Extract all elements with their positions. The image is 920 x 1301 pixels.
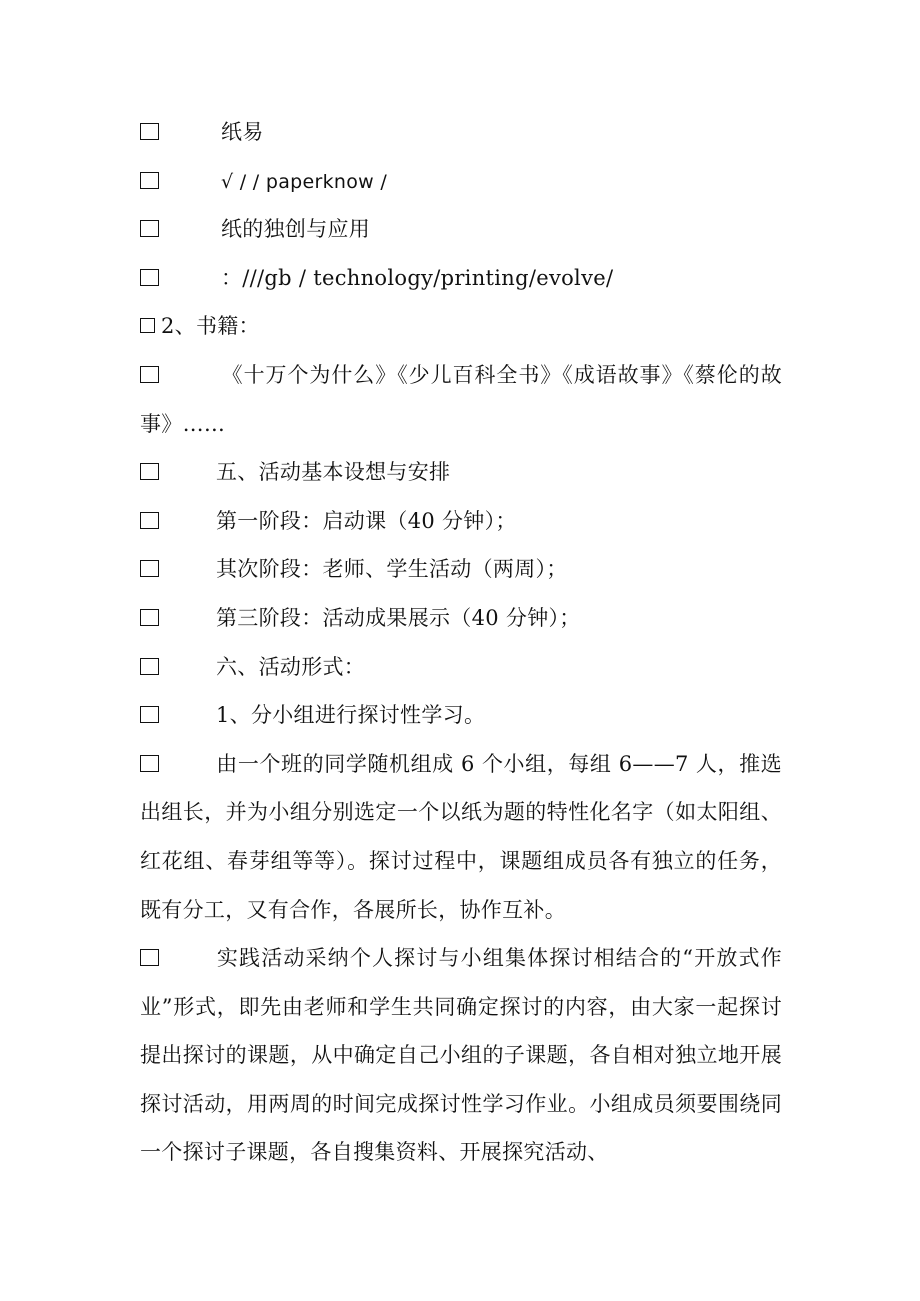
line-text: 《十万个为什么》《少儿百科全书》《成语故事》《蔡伦的故事》……: [140, 362, 782, 436]
checkbox-icon: [140, 755, 159, 772]
list-item: [140, 302, 782, 351]
line-text: 第一阶段：启动课（40 分钟）；: [216, 508, 517, 533]
section-heading: [140, 448, 782, 497]
list-item: [140, 497, 782, 546]
list-item: [140, 205, 782, 254]
line-text: 由一个班的同学随机组成 6 个小组，每组 6——7 人，推选出组长，并为小组分别选定一个以纸为题的特性化名字（如太阳组、红花组、春芽组等等）。探讨过程中，课题组成员各有独立的任务，既有分工，又有合作，各展所长，协作互补。: [140, 751, 782, 922]
line-text: √ / / paperknow /: [221, 170, 388, 193]
checkbox-icon: [140, 560, 159, 577]
line-text: 纸的独创与应用: [221, 217, 371, 242]
checkbox-icon: [140, 609, 159, 626]
list-item: [140, 351, 782, 448]
paragraph: [140, 934, 782, 1177]
line-text: 六、活动形式：: [216, 654, 366, 679]
document-page: [140, 108, 782, 1177]
checkbox-icon: [140, 318, 155, 333]
line-text: 其次阶段：老师、学生活动（两周）；: [216, 557, 568, 582]
checkbox-icon: [140, 123, 159, 140]
line-text: 五、活动基本设想与安排: [216, 460, 451, 485]
line-text: 纸易: [221, 120, 264, 144]
checkbox-icon: [140, 463, 159, 480]
checkbox-icon: [140, 512, 159, 529]
checkbox-icon: [140, 172, 159, 189]
line-text: 实践活动采纳个人探讨与小组集体探讨相结合的“开放式作业”形式，即先由老师和学生共同确定探讨的内容，由大家一起探讨提出探讨的课题，从中确定自己小组的子课题，各自相对独立地开展探讨活动，用两周的时间完成探讨性学习作业。小组成员须要围绕同一个探讨子课题，各自搜集资料、开展探究活动、: [140, 946, 782, 1165]
line-text: 2、书籍：: [161, 314, 260, 339]
checkbox-icon: [140, 366, 159, 383]
checkbox-icon: [140, 269, 159, 286]
section-heading: [140, 643, 782, 692]
checkbox-icon: [140, 949, 159, 966]
line-text: 第三阶段：活动成果展示（40 分钟）；: [216, 605, 581, 630]
list-item: [140, 108, 782, 157]
line-text: ：///gb / technology/printing/evolve/: [221, 265, 614, 290]
line-text: 1、分小组进行探讨性学习。: [216, 703, 486, 728]
list-item: [140, 545, 782, 594]
list-item: [140, 691, 782, 740]
paragraph: [140, 740, 782, 934]
checkbox-icon: [140, 658, 159, 675]
list-item: [140, 254, 782, 303]
list-item: [140, 594, 782, 643]
checkbox-icon: [140, 706, 159, 723]
list-item: [140, 157, 782, 206]
checkbox-icon: [140, 220, 159, 237]
